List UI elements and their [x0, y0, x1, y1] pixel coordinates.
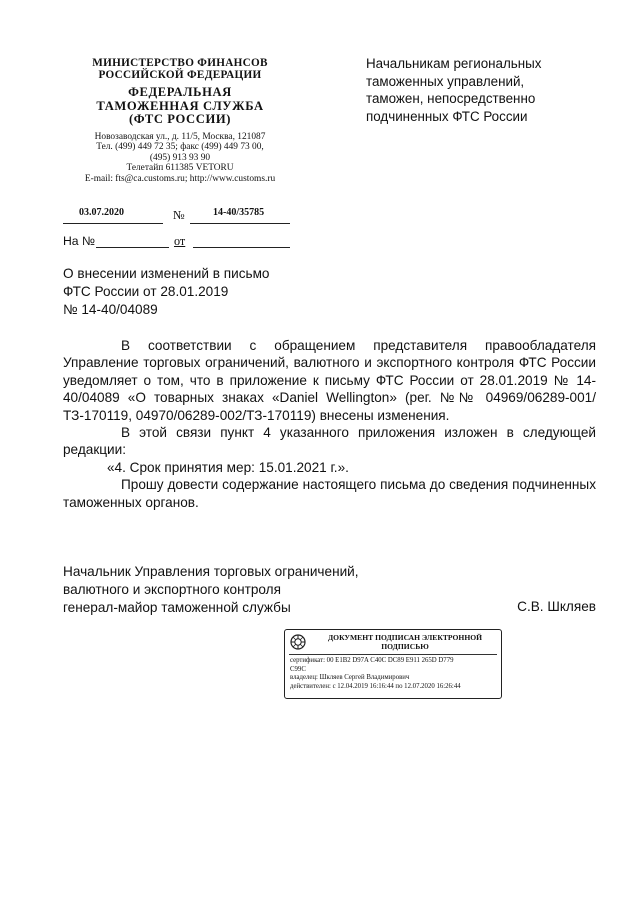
- owner-line: владелец: Шкляев Сергей Владимирович: [290, 674, 410, 682]
- position-line: генерал-майор таможенной службы: [63, 600, 291, 615]
- phone-line: Тел. (499) 449 72 35; факс (499) 449 73 00,: [96, 142, 264, 153]
- addressee-line: Начальникам региональных: [366, 56, 542, 71]
- amended-item: «4. Срок принятия мер: 15.01.2021 г.».: [107, 459, 349, 475]
- reply-date-underline: [193, 247, 290, 248]
- number-label: №: [173, 208, 185, 222]
- addressee-line: подчиненных ФТС России: [366, 108, 528, 124]
- letterhead: [60, 57, 300, 184]
- number-underline: [190, 223, 290, 224]
- reply-number-underline: [96, 247, 169, 248]
- addressee: [366, 55, 542, 125]
- body-paragraph: В соответствии с обращением представителя правообладателя Управление торговых ограничений, валютного и экспортного контроля ФТС России уведомляет о том, что в приложение к письму ФТС России от 28.01.2019 № 14-40/04089 «О товарных знаках «Daniel Wellington» (рег. №№ 04969/06289-001/ТЗ-170119, 04970/06289-002/ТЗ-170119) внесены изменения.: [63, 338, 596, 423]
- addressee-line: таможен, непосредственно: [366, 91, 536, 107]
- signatory-position: [63, 563, 359, 617]
- letter-body: [63, 337, 596, 511]
- subject-line: ФТС России от 28.01.2019: [63, 284, 229, 299]
- reply-label: На №: [63, 234, 96, 248]
- ministry-line-2: РОССИЙСКОЙ ФЕДЕРАЦИИ: [98, 69, 262, 81]
- date-underline: [63, 223, 163, 224]
- e-signature-stamp: [284, 629, 502, 699]
- stamp-title: [309, 633, 501, 651]
- addressee-line: таможенных управлений,: [366, 73, 525, 89]
- ministry-line-1: МИНИСТЕРСТВО ФИНАНСОВ: [92, 57, 268, 69]
- subject-line: О внесении изменений в письмо: [63, 266, 270, 281]
- subject-line: № 14-40/04089: [63, 302, 158, 317]
- outgoing-number: 14-40/35785: [213, 207, 265, 218]
- stamp-title-line: ДОКУМЕНТ ПОДПИСАН ЭЛЕКТРОННОЙ: [327, 633, 483, 642]
- position-line: валютного и экспортного контроля: [63, 582, 281, 597]
- stamp-details: [290, 657, 461, 691]
- address-line: Новозаводская ул., д. 11/5, Москва, 121087: [94, 131, 266, 142]
- certificate-line: сертификат: 00 E1B2 D97A C40C DC89 E911 265D D779: [290, 657, 454, 664]
- emblem-icon: [290, 634, 306, 650]
- teletype-line: Телетайп 611385 VETORU: [126, 163, 234, 174]
- reply-from-label: от: [174, 234, 186, 248]
- letter-subject: [63, 265, 269, 319]
- phone-line-2: (495) 913 93 90: [149, 152, 211, 163]
- service-name-line-1: ФЕДЕРАЛЬНАЯ: [128, 85, 232, 99]
- email-line: E-mail: fts@ca.customs.ru; http://www.customs.ru: [84, 173, 276, 184]
- signatory-name: С.В. Шкляев: [517, 599, 596, 614]
- certificate-line-2: C99C: [290, 665, 306, 673]
- service-name-line-2: ТАМОЖЕННАЯ СЛУЖБА: [96, 98, 264, 113]
- validity-line: действителен: с 12.04.2019 16:16:44 по 12.07.2020 16:26:44: [290, 682, 461, 690]
- position-line: Начальник Управления торговых ограничений,: [63, 564, 359, 579]
- body-paragraph: В этой связи пункт 4 указанного приложения изложен в следующей редакции:: [63, 425, 596, 458]
- outgoing-date: 03.07.2020: [79, 207, 124, 218]
- stamp-divider: [289, 654, 497, 655]
- contact-block: [60, 132, 300, 185]
- stamp-title-line: ПОДПИСЬЮ: [381, 642, 429, 651]
- service-name-line-3: (ФТС РОССИИ): [128, 112, 232, 126]
- body-paragraph: Прошу довести содержание настоящего письма до сведения подчиненных таможенных органов.: [63, 477, 596, 510]
